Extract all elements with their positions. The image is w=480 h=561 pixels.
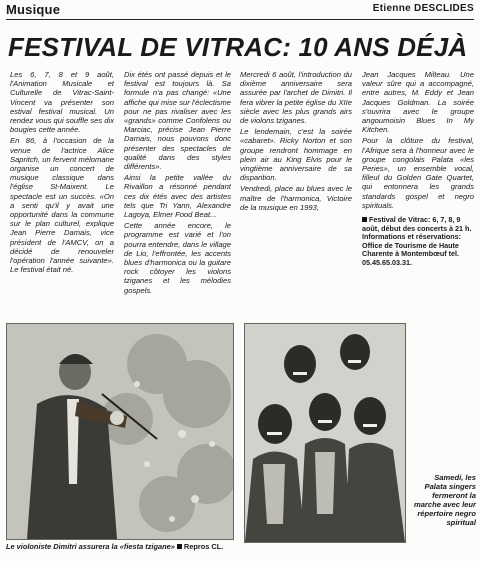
paragraph: Ainsi la petite vallée du Rivaillon a résonné pendant ces dix étés avec des artistes tels que Tri Yann, Alexandre Lagoya, Elmer Food Beat... bbox=[124, 173, 231, 220]
info-body: Office de Tourisme de Haute Charente à Montembœuf tel. 05.45.65.03.31. bbox=[362, 240, 460, 268]
info-box bbox=[362, 216, 474, 268]
paragraph: En 86, à l'occasion de la venue de l'actrice Alice Sapritch, un fervent mélomane organise un concert de musique classique dans l'église St-Maixent. Le spectacle est un succès. «On a senti qu'il y avait une opportunité dans la commune sur le plan culturel, explique Jean Pierre Damais, vice président de l'AMCV, on a décidé de renouveler l'opération l'année suivante». Le festival était né. bbox=[10, 136, 114, 275]
singers-photo bbox=[244, 323, 406, 543]
page-header bbox=[6, 2, 474, 18]
violinist-photo bbox=[6, 323, 234, 540]
paragraph: Dix étés ont passé depuis et le festival est toujours là. Sa formule n'a pas changé: «Une affiche qui mise sur l'éclectisme pour ne pas rivaliser avec les «grands» comme Confolens ou Marciac, précise Jean Pierre Damais, nous pouvons donc présenter des spectacles de qualité dans des styles différents». bbox=[124, 70, 231, 172]
photo-credit: Repros CL. bbox=[183, 542, 224, 551]
paragraph: Pour la clôture du festival, l'Afrique sera à l'honneur avec le groupe congolais Palata «les Peries», un ensemble vocal, filleul du Golden Gate Quartet, qui entonnera les grands standards gospel et negro spirituals. bbox=[362, 136, 474, 210]
bullet-square-icon bbox=[177, 544, 182, 549]
paragraph: Jean Jacques Milteau. Une valeur sûre qui a accompagné, entre autres, M. Eddy et Jean Jacques Goldman. La soirée s'ouvrira avec le groupe angoumoisin Blues In My Kitchen. bbox=[362, 70, 474, 135]
header-rule bbox=[6, 19, 474, 20]
info-lead: Festival de Vitrac: 6, 7, 8, 9 août, début des concerts à 21 h. bbox=[362, 215, 472, 233]
bullet-square-icon bbox=[362, 217, 367, 222]
author-name: Etienne DESCLIDES bbox=[372, 3, 474, 14]
singers-caption: Samedi, les Palata singers fermeront la marche avec leur répertoire negro spiritual bbox=[413, 473, 476, 527]
violinist-photo-illustration bbox=[7, 324, 233, 539]
section-label: Musique bbox=[6, 2, 61, 17]
paragraph: Le lendemain, c'est la soirée «cabaret». Ricky Norton et son groupe rendront hommage en plein air au King Elvis pour le vingtième anniversaire de sa disparition. bbox=[240, 127, 352, 183]
singers-photo-illustration bbox=[245, 324, 405, 542]
paragraph: Vendredi, place au blues avec le maître de l'harmonica, Victoire de la musique en 1993, bbox=[240, 184, 352, 212]
paragraph: Les 6, 7, 8 et 9 août, l'Animation Musicale et Culturelle de Vitrac-Saint-Vincent va présenter son estival festival musical. Un rendez vous qui souffle ses dix bougies cette année. bbox=[10, 70, 114, 135]
headline: FESTIVAL DE VITRAC: 10 ANS DÉJÀ bbox=[8, 32, 468, 62]
paragraph: Cette année encore, le programme est varié et l'on pourra entendre, dans le village de Lio, l'effrontée, les accents blues d'harmonica ou la guitare rock côtoyer les violons tziganes et les mélodies gospels. bbox=[124, 221, 231, 295]
paragraph: Mercredi 6 août, l'introduction du dixième anniversaire sera assurée par l'archet de Dimitri. Il fera vibrer la petite église du XIIe siècle avec les plus grands airs de violons tziganes. bbox=[240, 70, 352, 126]
violinist-caption bbox=[6, 542, 246, 551]
info-title: Informations et réservations: bbox=[362, 232, 462, 242]
caption-text: Le violoniste Dimitri assurera la «fiesta tzigane» bbox=[6, 542, 175, 551]
